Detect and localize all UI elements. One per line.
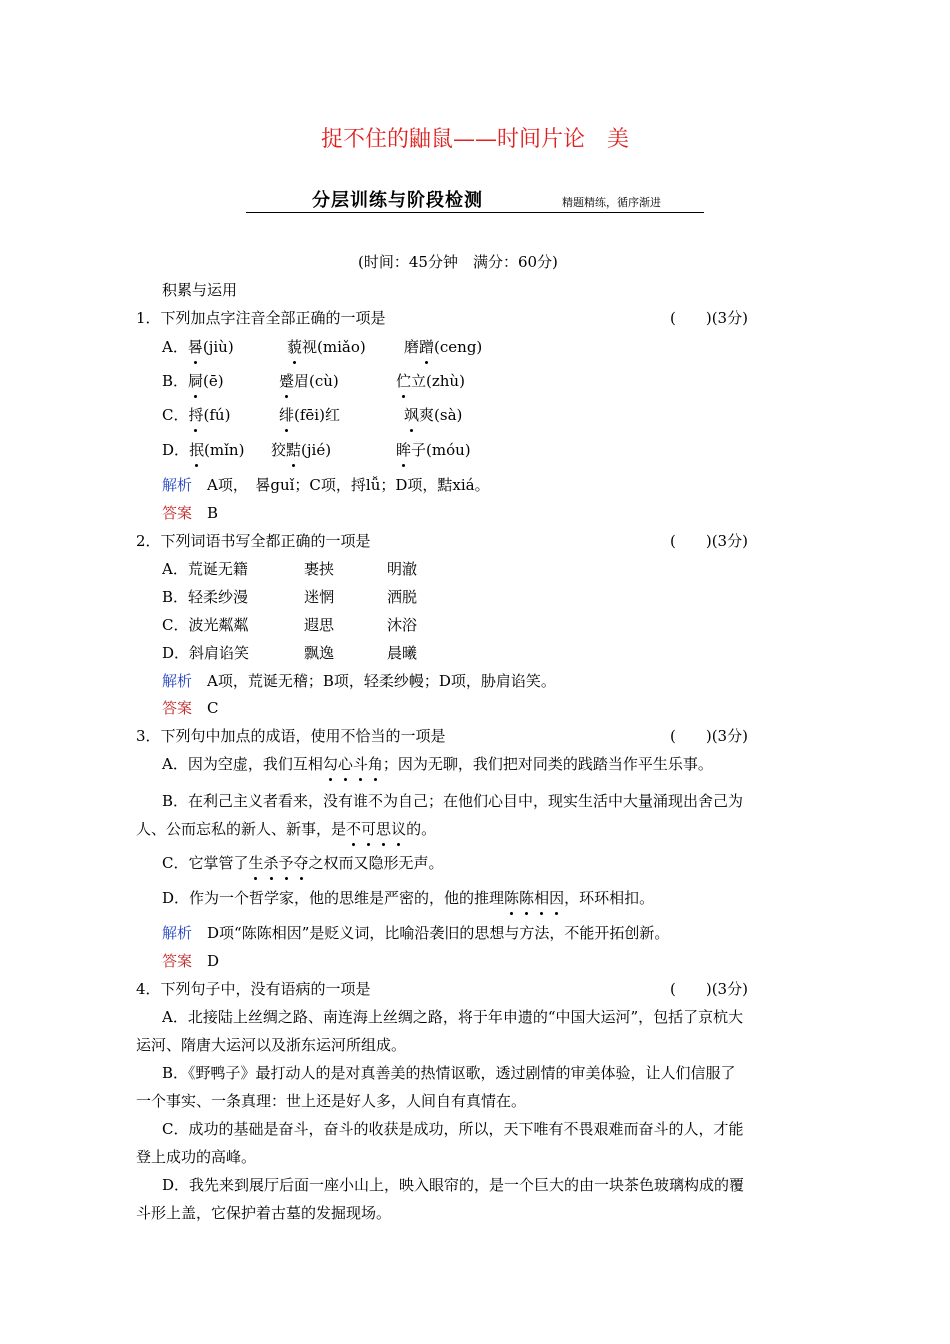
question-2-option-c-word1: C．波光粼粼 xyxy=(162,616,249,634)
sentence-text: D．作为一个哲学家，他的思维是严密的，他的推理 xyxy=(162,889,505,907)
question-1-option-c-word3 xyxy=(404,404,462,425)
question-1-option-d xyxy=(162,439,244,460)
answer-label: 答案 xyxy=(162,504,193,522)
question-2-stem: 2．下列词语书写全都正确的一项是 xyxy=(136,532,371,550)
dotted-char: 捋 xyxy=(188,406,204,424)
dotted-char: 角 xyxy=(367,755,383,773)
question-2-option-a-word3: 明澈 xyxy=(387,560,418,578)
answer-label: 答案 xyxy=(162,952,193,970)
question-3-option-c xyxy=(162,852,444,873)
question-2-option-b-word2: 迷惘 xyxy=(304,588,335,606)
question-3-stem: 3．下列句中加点的成语，使用不恰当的一项是 xyxy=(136,727,446,745)
page-title: 捉不住的鼬鼠——时间片论 美 xyxy=(320,127,629,152)
question-1-option-d-word3 xyxy=(396,439,471,460)
dotted-char: 屙 xyxy=(188,372,204,390)
dotted-char: 陈 xyxy=(519,889,535,907)
dotted-char: 斗 xyxy=(352,755,368,773)
section-heading: 积累与运用 xyxy=(162,281,238,299)
question-4-option-b-line2: 一个事实、一条真理：世上还是好人多，人间自有真情在。 xyxy=(136,1092,527,1110)
question-1-option-c-word2 xyxy=(279,404,340,425)
pinyin: (jiù) xyxy=(202,338,234,356)
dotted-char: 伫 xyxy=(396,372,412,390)
question-2-option-d-word3: 晨曦 xyxy=(387,644,418,662)
dotted-char: 飒 xyxy=(404,406,420,424)
dotted-char: 可 xyxy=(361,820,377,838)
word-text: 眉(cù) xyxy=(294,372,339,390)
answer-text: D xyxy=(207,952,220,970)
question-2-option-b-word3: 洒脱 xyxy=(387,588,418,606)
dotted-char: 勾 xyxy=(322,755,338,773)
word-text: 子(móu) xyxy=(411,441,471,459)
question-4-option-a-line2: 运河、隋唐大运河以及浙东运河所组成。 xyxy=(136,1036,407,1054)
question-4-option-d-line1: D．我先来到展厅后面一座小山上，映入眼帘的，是一个巨大的由一块茶色玻璃构成的覆 xyxy=(162,1176,745,1194)
dotted-idiom xyxy=(346,820,406,838)
question-1-option-c xyxy=(162,404,230,425)
dotted-char: 心 xyxy=(337,755,353,773)
question-4-option-d-line2: 斗形上盖，它保护着古墓的发掘现场。 xyxy=(136,1204,392,1222)
dotted-char: 议 xyxy=(391,820,407,838)
question-2-score: ( )(3分) xyxy=(670,532,748,550)
dotted-char: 杀 xyxy=(263,854,279,872)
word-text: 视(miǎo) xyxy=(302,338,366,356)
dotted-char: 不 xyxy=(346,820,362,838)
question-1-option-a-word2 xyxy=(287,336,366,357)
question-2-option-a-word2: 裹挟 xyxy=(304,560,335,578)
analysis-text: A项，荒诞无稽；B项，轻柔纱幔；D项，胁肩谄笑。 xyxy=(207,672,556,690)
answer-label: 答案 xyxy=(162,699,193,717)
word-text: 磨 xyxy=(404,338,420,356)
word-text: 立(zhù) xyxy=(411,372,465,390)
pinyin: (ē) xyxy=(203,372,224,390)
option-label: B． xyxy=(162,372,189,390)
question-1-stem: 1．下列加点字注音全部正确的一项是 xyxy=(136,309,386,327)
word-text: 狡 xyxy=(271,441,287,459)
question-4-option-a-line1: A．北接陆上丝绸之路、南连海上丝绸之路，将于年申遗的“中国大运河”，包括了京杭大 xyxy=(162,1008,744,1026)
question-2-option-c-word3: 沐浴 xyxy=(387,616,418,634)
dotted-idiom xyxy=(504,889,564,907)
dotted-char: 生 xyxy=(248,854,264,872)
dotted-char: 陈 xyxy=(504,889,520,907)
dotted-char: 眸 xyxy=(396,441,412,459)
banner-divider xyxy=(246,212,704,213)
dotted-char: 因 xyxy=(549,889,565,907)
analysis-label: 解析 xyxy=(162,476,193,494)
dotted-char: 予 xyxy=(278,854,294,872)
question-2-analysis xyxy=(162,670,556,691)
word-text: (fēi)红 xyxy=(294,406,340,424)
question-3-option-a xyxy=(162,753,713,774)
question-2-option-b-word1: B．轻柔纱漫 xyxy=(162,588,249,606)
question-3-option-d xyxy=(162,887,654,908)
question-2-option-d-word1: D．斜肩谄笑 xyxy=(162,644,250,662)
question-4-option-c-line1: C．成功的基础是奋斗，奋斗的收获是成功，所以，天下唯有不畏艰难而奋斗的人，才能 xyxy=(162,1120,744,1138)
question-2-option-a-word1: A．荒诞无籍 xyxy=(162,560,248,578)
sentence-text: 人、公而忘私的新人、新事，是 xyxy=(136,820,347,838)
dotted-char: 藐 xyxy=(287,338,303,356)
option-label: C． xyxy=(162,406,189,424)
question-4-option-c-line2: 登上成功的高峰。 xyxy=(136,1148,257,1166)
question-2-option-d-word2: 飘逸 xyxy=(304,644,335,662)
pinyin: (mǐn) xyxy=(204,441,245,459)
question-3-score: ( )(3分) xyxy=(670,727,748,745)
dotted-idiom xyxy=(323,755,383,773)
question-4-option-b-line1: B．《野鸭子》最打动人的是对真善美的热情讴歌，透过剧情的审美体验，让人们信服了 xyxy=(162,1064,736,1082)
question-1-option-d-word2 xyxy=(271,439,331,460)
sentence-text: ，环环相扣。 xyxy=(564,889,655,907)
question-1-option-a xyxy=(162,336,234,357)
question-2-option-c-word2: 遐思 xyxy=(304,616,335,634)
analysis-text: D项“陈陈相因”是贬义词，比喻沿袭旧的思想与方法，不能开拓创新。 xyxy=(207,924,670,942)
question-1-answer xyxy=(162,502,218,523)
dotted-idiom xyxy=(248,854,308,872)
question-3-option-b-line1: B．在利己主义者看来，没有谁不为自己；在他们心目中，现实生活中大量涌现出舍己为 xyxy=(162,792,744,810)
answer-text: B xyxy=(207,504,219,522)
analysis-label: 解析 xyxy=(162,672,193,690)
dotted-char: 绯 xyxy=(279,406,295,424)
question-3-answer xyxy=(162,950,219,971)
dotted-char: 晷 xyxy=(187,338,203,356)
sentence-text: C．它掌管了 xyxy=(162,854,249,872)
option-label: D． xyxy=(162,441,190,459)
dotted-char: 蹙 xyxy=(279,372,295,390)
pinyin: (jié) xyxy=(301,441,332,459)
dotted-char: 相 xyxy=(534,889,550,907)
section-banner-subtitle: 精题精练，循序渐进 xyxy=(562,196,661,209)
question-1-option-a-word3 xyxy=(404,336,482,357)
dotted-char: 夺 xyxy=(293,854,309,872)
question-3-analysis xyxy=(162,922,669,943)
option-label: A． xyxy=(162,338,188,356)
answer-text: C xyxy=(207,699,219,717)
dotted-char: 黠 xyxy=(286,441,302,459)
question-2-answer xyxy=(162,697,219,718)
question-1-option-b-word3 xyxy=(396,370,465,391)
dotted-char: 抿 xyxy=(189,441,205,459)
dotted-char: 蹭 xyxy=(419,338,435,356)
analysis-text: A项， 晷guǐ；C项，捋lǚ；D项，黠xiá。 xyxy=(207,476,490,494)
question-1-option-b-word2 xyxy=(279,370,339,391)
sentence-text: 的。 xyxy=(406,820,437,838)
question-3-option-b-line2 xyxy=(136,818,436,839)
dotted-char: 思 xyxy=(376,820,392,838)
pinyin: (fú) xyxy=(203,406,231,424)
question-1-option-b xyxy=(162,370,224,391)
section-banner-title: 分层训练与阶段检测 xyxy=(312,190,483,211)
sentence-text: ；因为无聊，我们把对同类的践踏当作平生乐事。 xyxy=(382,755,713,773)
question-4-stem: 4．下列句子中，没有语病的一项是 xyxy=(136,980,371,998)
analysis-label: 解析 xyxy=(162,924,193,942)
sentence-text: A．因为空虚，我们互相 xyxy=(162,755,323,773)
sentence-text: 之权而又隐形无声。 xyxy=(308,854,444,872)
question-4-score: ( )(3分) xyxy=(670,980,748,998)
question-1-analysis xyxy=(162,474,490,495)
word-text: 爽(sà) xyxy=(419,406,463,424)
exam-meta: (时间：45分钟 满分：60分) xyxy=(358,253,558,271)
pinyin: (ceng) xyxy=(434,338,483,356)
question-1-score: ( )(3分) xyxy=(670,309,748,327)
